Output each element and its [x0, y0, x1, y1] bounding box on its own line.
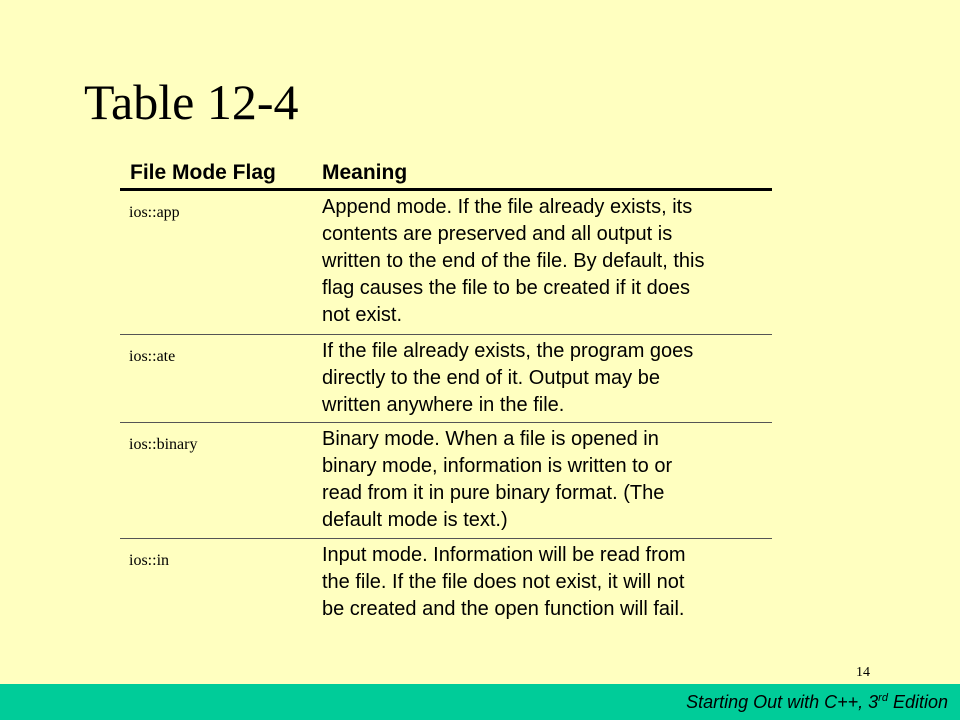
slide-title: Table 12-4	[84, 74, 299, 130]
page-number: 14	[856, 665, 870, 680]
meaning-line: written anywhere in the file.	[322, 394, 565, 416]
meaning-line: binary mode, information is written to or	[322, 455, 673, 477]
meaning-line: directly to the end of it. Output may be	[322, 367, 660, 389]
meaning-cell	[322, 542, 770, 623]
footer-title-edition: Edition	[887, 692, 948, 712]
flag-cell: ios::ate	[129, 348, 176, 365]
meaning-line: If the file already exists, the program goes	[322, 340, 694, 362]
footer-book-title	[686, 690, 948, 714]
header-file-mode-flag: File Mode Flag	[130, 161, 276, 184]
header-meaning: Meaning	[322, 161, 408, 184]
meaning-line: default mode is text.)	[322, 509, 508, 531]
footer-band	[0, 684, 960, 720]
meaning-line: Binary mode. When a file is opened in	[322, 428, 659, 450]
meaning-line: Append mode. If the file already exists, its	[322, 196, 693, 218]
table-header-row	[120, 158, 772, 191]
meaning-cell	[322, 194, 770, 329]
footer-title-main: Starting Out with C++, 3	[686, 692, 879, 712]
table-row	[120, 539, 772, 627]
flag-cell: ios::binary	[129, 436, 198, 453]
meaning-line: contents are preserved and all output is	[322, 223, 673, 245]
footer-title-superscript: rd	[878, 692, 888, 704]
meaning-line: be created and the open function will fail.	[322, 598, 685, 620]
meaning-line: read from it in pure binary format. (The	[322, 482, 665, 504]
meaning-line: Input mode. Information will be read from	[322, 544, 686, 566]
table-row	[120, 191, 772, 335]
flag-cell: ios::app	[129, 204, 180, 221]
meaning-line: the file. If the file does not exist, it will not	[322, 571, 685, 593]
flag-cell: ios::in	[129, 552, 170, 569]
meaning-cell	[322, 426, 770, 534]
meaning-line: not exist.	[322, 304, 403, 326]
table-row	[120, 423, 772, 539]
file-mode-table	[120, 158, 772, 627]
meaning-line: flag causes the file to be created if it does	[322, 277, 690, 299]
meaning-cell	[322, 338, 770, 419]
table-row	[120, 335, 772, 423]
meaning-line: written to the end of the file. By default, this	[322, 250, 705, 272]
